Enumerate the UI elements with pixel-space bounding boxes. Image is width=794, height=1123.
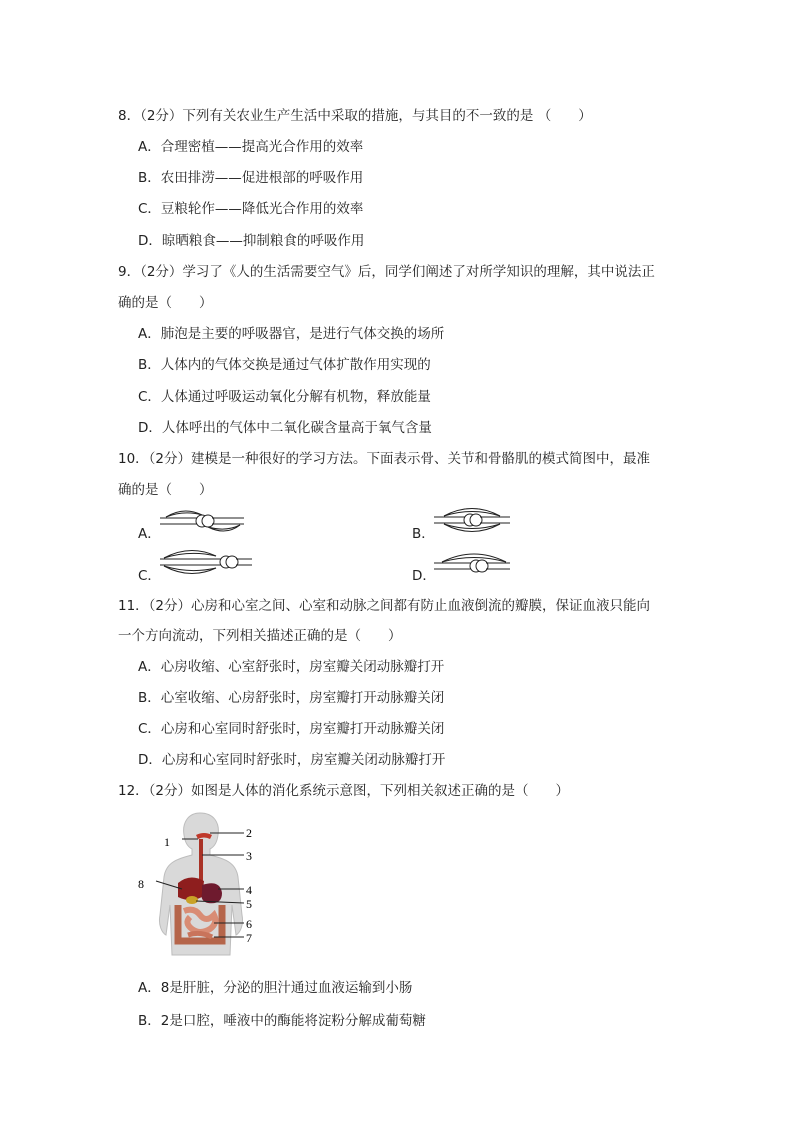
q10-option-d: D．	[412, 568, 436, 584]
label-6: 6	[246, 917, 252, 931]
q8-option-a: A．合理密植——提高光合作用的效率	[138, 139, 364, 155]
label-2: 2	[246, 826, 252, 840]
q12-stem: 12．（2分）如图是人体的消化系统示意图，下列相关叙述正确的是（ ）	[118, 783, 570, 799]
q8-stem: 8．（2分）下列有关农业生产生活中采取的措施，与其目的不一致的是 （ ）	[118, 108, 592, 124]
q10-stem-line2: 确的是（ ）	[118, 482, 213, 498]
label-1: 1	[164, 835, 170, 849]
q8-option-b: B．农田排涝——促进根部的呼吸作用	[138, 170, 364, 186]
q11-option-d: D．心房和心室同时舒张时，房室瓣关闭动脉瓣打开	[138, 752, 446, 768]
bone-muscle-diagram-c	[160, 544, 255, 580]
label-3: 3	[246, 849, 252, 863]
q9-option-a: A．肺泡是主要的呼吸器官，是进行气体交换的场所	[138, 326, 445, 342]
q10-option-c: C．	[138, 568, 161, 584]
label-4: 4	[246, 883, 252, 897]
bone-muscle-diagram-a	[160, 505, 250, 537]
label-7: 7	[246, 931, 252, 945]
q12-option-a: A．8是肝脏，分泌的胆汁通过血液运输到小肠	[138, 980, 413, 996]
label-5: 5	[246, 897, 252, 911]
q11-stem-line1: 11．（2分）心房和心室之间、心室和动脉之间都有防止血液倒流的瓣膜，保证血液只能向	[118, 598, 651, 614]
label-8: 8	[138, 877, 144, 891]
q9-option-b: B．人体内的气体交换是通过气体扩散作用实现的	[138, 357, 431, 373]
q12-option-b: B．2是口腔，唾液中的酶能将淀粉分解成葡萄糖	[138, 1013, 426, 1029]
q11-option-c: C．心房和心室同时舒张时，房室瓣打开动脉瓣关闭	[138, 721, 445, 737]
q9-stem-line2: 确的是（ ）	[118, 295, 213, 311]
q11-option-b: B．心室收缩、心房舒张时，房室瓣打开动脉瓣关闭	[138, 690, 445, 706]
q8-option-c: C．豆粮轮作——降低光合作用的效率	[138, 201, 364, 217]
q11-stem-line2: 一个方向流动，下列相关描述正确的是（ ）	[118, 628, 402, 644]
bone-muscle-diagram-b	[434, 503, 514, 537]
q9-option-c: C．人体通过呼吸运动氧化分解有机物，释放能量	[138, 389, 431, 405]
q11-option-a: A．心房收缩、心室舒张时，房室瓣关闭动脉瓣打开	[138, 659, 445, 675]
q9-option-d: D．人体呼出的气体中二氧化碳含量高于氧气含量	[138, 420, 432, 436]
q9-stem-line1: 9．（2分）学习了《人的生活需要空气》后，同学们阐述了对所学知识的理解，其中说法正	[118, 264, 655, 280]
q10-option-a: A．	[138, 526, 161, 542]
bone-muscle-diagram-d	[434, 548, 514, 580]
digestive-system-diagram	[130, 805, 270, 965]
q10-stem-line1: 10．（2分）建模是一种很好的学习方法。下面表示骨、关节和骨骼肌的模式简图中，最准	[118, 451, 651, 467]
q8-option-d: D．晾晒粮食——抑制粮食的呼吸作用	[138, 233, 365, 249]
q10-option-b: B．	[412, 526, 435, 542]
